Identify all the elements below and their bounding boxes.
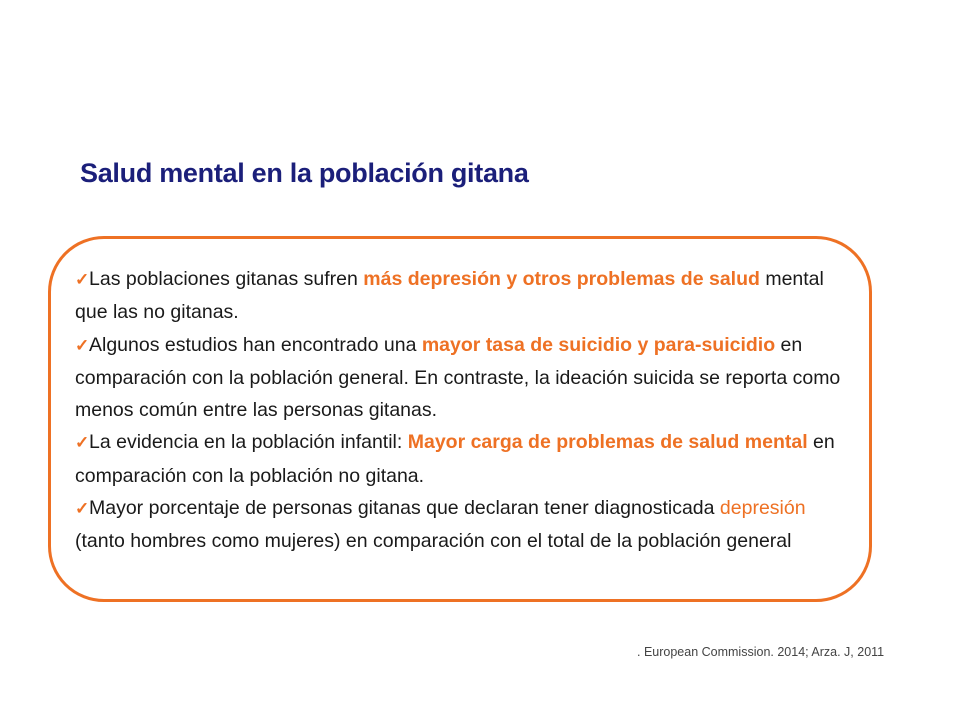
bullet-text: Mayor porcentaje de personas gitanas que declaran tener diagnosticada — [89, 497, 720, 520]
bullet-highlight: Mayor carga de problemas de salud mental — [407, 431, 808, 454]
bullet-item — [75, 329, 850, 427]
checkmark-icon: ✓ — [75, 433, 90, 453]
source-citation: . European Commission. 2014; Arza. J, 2011 — [637, 645, 885, 659]
bullet-text: Algunos estudios han encontrado una — [89, 333, 422, 356]
bullet-item — [75, 492, 850, 558]
bullet-text: (tanto hombres como mujeres) en comparación con el total de la población general — [75, 530, 792, 553]
bullet-text: en comparación con la población general. En contraste, la ideación suicida se reporta como menos común entre las personas gitanas. — [75, 333, 841, 422]
bullet-highlight: depresión — [719, 497, 806, 520]
bullet-highlight: mayor tasa de suicidio y para-suicidio — [421, 333, 776, 356]
checkmark-icon: ✓ — [75, 335, 90, 355]
checkmark-icon: ✓ — [75, 499, 90, 519]
checkmark-icon: ✓ — [75, 270, 90, 289]
bullet-text: La evidencia en la población infantil: — [89, 431, 408, 454]
bullet-text: mental que las no gitanas. — [75, 268, 824, 324]
bullet-list — [75, 263, 850, 558]
slide-title: Salud mental en la población gitana — [80, 158, 529, 188]
bullet-text: en comparación con la población no gitana. — [75, 431, 835, 487]
bullet-text: Las poblaciones gitanas sufren — [89, 268, 364, 290]
bullet-item — [75, 426, 850, 492]
bullet-item — [75, 263, 850, 329]
bullet-highlight: más depresión y otros problemas de salud — [363, 268, 760, 290]
